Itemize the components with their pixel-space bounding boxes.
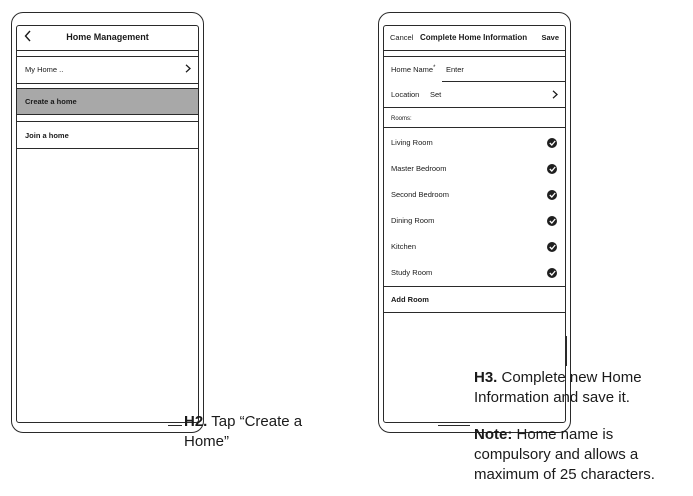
list-item-label: Create a home (25, 97, 77, 106)
divider (384, 127, 565, 128)
save-button[interactable]: Save (541, 33, 559, 42)
room-item-dining-room[interactable] (384, 208, 565, 234)
page-title: Complete Home Information (420, 33, 528, 42)
chevron-right-icon (185, 64, 191, 75)
caption-leader-line (438, 425, 470, 426)
room-label: Master Bedroom (391, 164, 447, 173)
chevron-right-icon (552, 90, 558, 101)
room-item-master-bedroom[interactable] (384, 156, 565, 182)
check-circle-icon[interactable] (547, 216, 557, 226)
header (17, 26, 198, 51)
page-title: Home Management (66, 32, 149, 42)
room-label: Kitchen (391, 242, 417, 251)
room-item-living-room[interactable] (384, 130, 565, 156)
location-row[interactable] (384, 82, 565, 107)
list-item-label: My Home .. (25, 65, 64, 74)
room-label: Second Bedroom (391, 190, 449, 199)
check-circle-icon[interactable] (547, 190, 557, 200)
screen-complete-home-info (383, 25, 566, 423)
home-name-input[interactable]: Enter (446, 65, 464, 74)
location-value: Set (430, 90, 442, 99)
room-label: Study Room (391, 268, 433, 277)
divider (384, 107, 565, 108)
note-text: Note: Home name is compulsory and allows a maximum of 25 characters. (474, 426, 655, 483)
check-circle-icon[interactable] (547, 242, 557, 252)
check-circle-icon[interactable] (547, 138, 557, 148)
header (384, 26, 565, 51)
add-room-button[interactable] (384, 287, 565, 313)
join-home-button[interactable] (17, 121, 198, 149)
check-circle-icon[interactable] (547, 268, 557, 278)
caption-leader-line (566, 336, 567, 366)
list-item-my-home[interactable] (17, 57, 198, 83)
room-item-second-bedroom[interactable] (384, 182, 565, 208)
room-item-kitchen[interactable] (384, 234, 565, 260)
create-home-button[interactable] (17, 88, 198, 115)
list-item-label: Join a home (25, 131, 69, 140)
home-name-label: Home Name* (391, 65, 436, 74)
divider (17, 83, 198, 84)
caption-leader-line (168, 425, 182, 426)
add-room-label: Add Room (391, 295, 429, 304)
room-label: Living Room (391, 138, 433, 147)
check-circle-icon[interactable] (547, 164, 557, 174)
room-item-study-room[interactable] (384, 260, 565, 286)
rooms-header: Rooms: (391, 116, 412, 122)
location-label: Location (391, 90, 420, 99)
cancel-button[interactable]: Cancel (390, 33, 414, 42)
caption-h3: H3. Complete new Home Information and save it. (474, 369, 642, 406)
screen-home-management (16, 25, 199, 423)
caption-h2: H2. Tap “Create a Home” (184, 413, 303, 450)
room-label: Dining Room (391, 216, 435, 225)
home-name-row (384, 57, 565, 81)
